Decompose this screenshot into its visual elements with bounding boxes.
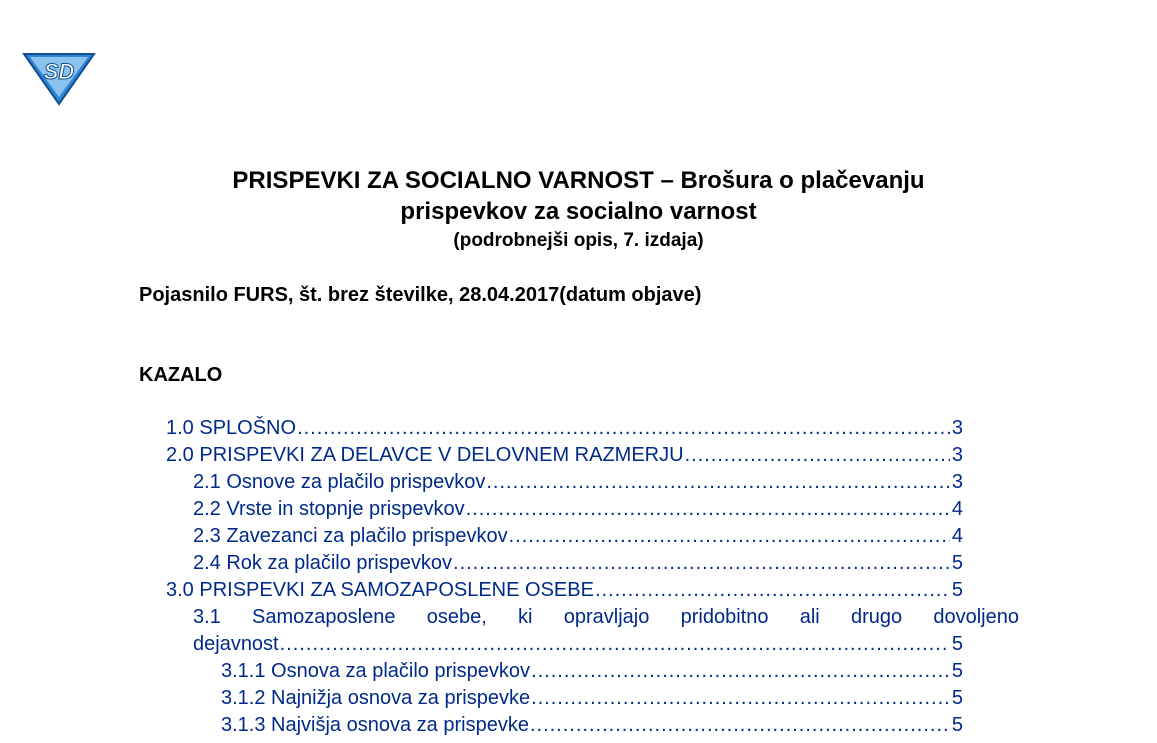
toc-item-page: 3 [951,444,963,466]
toc-item-label: 3.1.1 Osnova za plačilo prispevkov [221,660,531,682]
toc-leader-dots [297,415,950,441]
toc-item-3-1-1[interactable] [221,658,963,684]
toc-leader-dots [685,442,950,468]
toc-leader-dots [466,496,950,522]
toc-item-label: 2.1 Osnove za plačilo prispevkov [193,471,486,493]
toc-item-label: 1.0 SPLOŠNO [166,417,297,439]
explanation-line: Pojasnilo FURS, št. brez številke, 28.04.2017(datum objave) [139,284,702,306]
toc-item-label: 2.3 Zavezanci za plačilo prispevkov [193,525,508,547]
toc-item-page: 5 [951,714,963,736]
toc-item-label: 2.2 Vrste in stopnje prispevkov [193,498,465,520]
document-title-line2: prispevkov za socialno varnost [400,198,757,225]
sd-logo-icon [22,46,96,106]
toc-item-3-1-line1[interactable]: 3.1 Samozaposlene osebe, ki opravljajo pridobitno ali drugo dovoljeno [193,606,1019,628]
toc-item-3-1-3[interactable] [221,712,963,738]
toc-item-page: 5 [951,633,963,655]
toc-item-label: 3.1.3 Najvišja osnova za prispevke [221,714,529,736]
toc-item-page: 3 [951,417,963,439]
document-title-line1: PRISPEVKI ZA SOCIALNO VARNOST – Brošura o plačevanju [232,167,925,194]
toc-item-label: 2.4 Rok za plačilo prispevkov [193,552,453,574]
toc-leader-dots [595,577,950,603]
toc-item-label: 3.1.2 Najnižja osnova za prispevke [221,687,531,709]
toc-item-label: 3.0 PRISPEVKI ZA SAMOZAPOSLENE OSEBE [166,579,594,601]
toc-item-3-1[interactable] [193,631,963,657]
toc-item-page: 4 [951,498,963,520]
toc-leader-dots [280,631,950,657]
toc-item-page: 5 [951,579,963,601]
toc-item-page: 5 [951,660,963,682]
toc-leader-dots [486,469,950,495]
toc-item-page: 3 [951,471,963,493]
toc-leader-dots [530,712,950,738]
toc-item-1-0[interactable] [166,415,963,441]
toc-item-2-4[interactable] [193,550,963,576]
document-subtitle: (podrobnejši opis, 7. izdaja) [453,230,704,251]
toc-item-2-0[interactable] [166,442,963,468]
toc-item-3-0[interactable] [166,577,963,603]
toc-leader-dots [531,685,950,711]
toc-item-page: 5 [951,552,963,574]
toc-leader-dots [453,550,950,576]
toc-item-page: 4 [951,525,963,547]
toc-leader-dots [509,523,950,549]
toc-item-2-1[interactable] [193,469,963,495]
logo-lettering: SD [43,59,75,84]
toc-heading: KAZALO [139,364,223,386]
toc-leader-dots [531,658,950,684]
toc-item-label: dejavnost [193,633,279,655]
toc-item-2-3[interactable] [193,523,963,549]
toc-item-page: 5 [951,687,963,709]
toc-item-2-2[interactable] [193,496,963,522]
toc-item-label: 2.0 PRISPEVKI ZA DELAVCE V DELOVNEM RAZMERJU [166,444,684,466]
toc-item-3-1-2[interactable] [221,685,963,711]
